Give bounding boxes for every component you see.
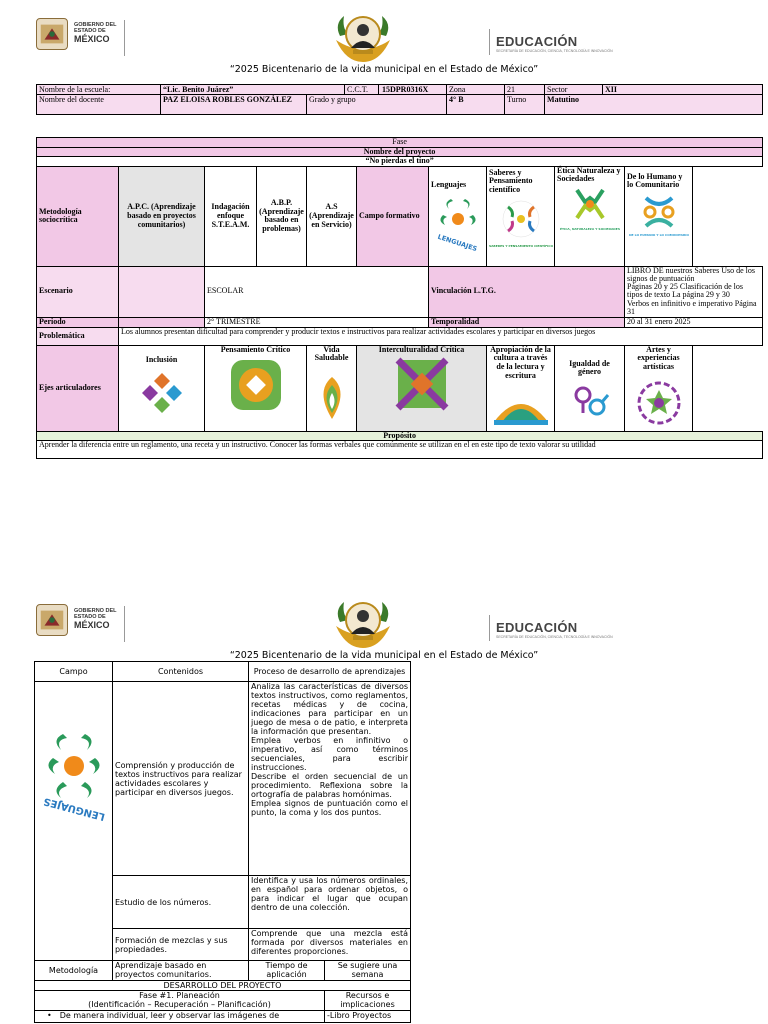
contenido-1: Comprensión y producción de textos instructivos para realizar actividades escolares y participar en diversos juegos. — [113, 682, 249, 876]
eje-igualdad: Igualdad de género — [555, 345, 625, 431]
svg-text:DE LO HUMANO Y LO COMUNITARIO: DE LO HUMANO Y LO COMUNITARIO — [628, 232, 689, 237]
col-contenidos-header: Contenidos — [113, 662, 249, 682]
proceso-3: Comprende que una mezcla está formada por diversos materiales en diferentes proporciones. — [249, 929, 411, 961]
proposito-label: Propósito — [37, 431, 763, 441]
page-header-2 — [0, 596, 768, 666]
eje-apropiacion: Apropiación de la cultura a través de la lectura y escritura — [487, 345, 555, 431]
page-header-1 — [0, 10, 768, 80]
eje-interculturalidad: Interculturalidad Crítica — [357, 345, 487, 431]
educacion-subtitle: SECRETARÍA DE EDUCACIÓN, CIENCIA, TECNOLOGÍA E INNOVACIÓN — [496, 635, 613, 639]
methodology-as: A.S (Aprendizaje en Servicio) — [307, 166, 357, 266]
igualdad-genero-icon — [567, 381, 613, 421]
cct-label: C.C.T. — [345, 85, 379, 94]
shift-value: Matutino — [545, 95, 763, 115]
vida-saludable-icon — [309, 373, 355, 423]
campo-etica-label: Ética Naturaleza y Sociedades — [557, 165, 621, 184]
svg-text:LENGUAJES: LENGUAJES — [436, 233, 478, 254]
lenguajes-icon — [39, 720, 109, 823]
grade-label: Grado y grupo — [307, 95, 447, 115]
metodologia-value: Aprendizaje basado en proyectos comunitarios. — [113, 961, 249, 981]
artes-icon — [632, 378, 686, 428]
inclusion-icon — [139, 370, 185, 416]
periodo-value: 2° TRIMESTRE — [205, 317, 429, 327]
col-campo-header: Campo — [35, 662, 113, 682]
cct-value: 15DPR0316X — [382, 85, 429, 94]
methodology-apc: A.P.C. (Aprendizaje basado en proyectos comunitarios) — [119, 166, 205, 266]
methodology-steam: Indagación enfoque S.T.E.A.M. — [205, 166, 257, 266]
proposito-value: Aprender la diferencia entre un reglamento, una receta y un instructivo. Conocer las formas verbales que comúnmente se utilizan en el en este tipo de texto valorar su utilidad — [37, 441, 763, 459]
educacion-logo-text: EDUCACIÓN — [496, 34, 578, 49]
tiempo-label: Tiempo de aplicación — [249, 961, 325, 981]
campo-lenguajes — [429, 166, 487, 266]
problematica-value: Los alumnos presentan dificultad para comprender y producir textos e instructivos para realizar actividades escolares y participar en diversos juegos — [119, 327, 763, 345]
pensamiento-critico-icon — [225, 358, 287, 414]
contenido-3: Formación de mezclas y sus propiedades. — [113, 929, 249, 961]
eje-vida-saludable: Vida Saludable — [307, 345, 357, 431]
campo-saberes — [487, 166, 555, 266]
campo-formativo-label: Campo formativo — [357, 166, 429, 266]
campo-lenguajes-cell — [35, 682, 113, 961]
sector-label: Sector — [545, 85, 603, 95]
recurso-1: -Libro Proyectos — [325, 1011, 411, 1023]
eje-pensamiento: Pensamiento Crítico — [205, 345, 307, 431]
campo-saberes-label: Saberes y Pensamiento científico — [489, 167, 533, 194]
vinculacion-value: LIBRO DE nuestros Saberes Uso de los signos de puntuación Páginas 20 y 25 Clasificación de los tipos de texto La página 29 y 30 Verbos en infinitivo e imperativo Página 31 — [625, 266, 763, 317]
shift-label: Turno — [505, 95, 545, 115]
svg-text:ÉTICA, NATURALEZA Y SOCIEDADES: ÉTICA, NATURALEZA Y SOCIEDADES — [559, 226, 620, 231]
svg-text:LENGUAJES: LENGUAJES — [41, 795, 106, 823]
periodo-label: Periodo — [37, 317, 119, 327]
recursos-header: Recursos e implicaciones — [325, 991, 411, 1011]
project-table — [36, 137, 763, 459]
teacher-value: PAZ ELOISA ROBLES GONZÁLEZ — [161, 95, 307, 115]
escenario-label: Escenario — [37, 266, 119, 317]
interculturalidad-icon — [392, 358, 452, 412]
proceso-2: Identifica y usa los números ordinales, en español para ordenar objetos, o para indicar el lugar que ocupan dentro de una colección. — [249, 876, 411, 929]
escenario-value: ESCOLAR — [205, 266, 429, 317]
eje-inclusion: Inclusión — [119, 345, 205, 431]
state-seal-icon — [36, 18, 68, 50]
sector-value: XII — [603, 85, 763, 95]
humano-icon — [628, 190, 689, 240]
school-name-label: Nombre de la escuela: — [37, 85, 161, 95]
temporalidad-value: 20 al 31 enero 2025 — [625, 317, 763, 327]
etica-icon — [559, 184, 620, 234]
desarrollo-header: DESARROLLO DEL PROYECTO — [35, 981, 411, 991]
motto-text: “2025 Bicentenario de la vida municipal en el Estado de México” — [229, 650, 539, 661]
gobierno-logo-text: GOBIERNO DEL ESTADO DE MÉXICO — [74, 608, 117, 630]
fase-header: Fase — [37, 138, 763, 148]
vinculacion-label: Vinculación L.T.G. — [429, 266, 625, 317]
proceso-1: Analiza las características de diversos textos instructivos, como reglamentos, recetas médicas y de cocina, indicaciones para participar en un juego de mesa o de patio, e interpreta la información que presentan. Emplea verbos en infinitivo o imperativo, así como términos secuenciales, para escribir instrucciones. Describe el orden secuencial de un procedimiento. Reflexiona sobre la ortografía de palabras homónimas. Emplea signos de puntuación como el punto, la coma y los dos puntos. — [249, 682, 411, 876]
apropiacion-cultura-icon — [490, 382, 552, 426]
zona-value: 21 — [505, 85, 545, 95]
zona-label: Zona — [447, 85, 505, 95]
temporalidad-label: Temporalidad — [429, 317, 625, 327]
saberes-icon — [488, 195, 553, 251]
educacion-logo-text: EDUCACIÓN — [496, 620, 578, 635]
methodology-label: Metodología sociocrítica — [37, 166, 119, 266]
col-proceso-header: Proceso de desarrollo de aprendizajes — [249, 662, 411, 682]
planeacion-table — [34, 661, 411, 1023]
gobierno-logo-text: GOBIERNO DEL ESTADO DE MÉXICO — [74, 22, 117, 44]
actividad-1: • De manera individual, leer y observar las imágenes de — [35, 1011, 325, 1023]
school-name-value: “Lic. Benito Juárez” — [161, 85, 345, 95]
campo-humano — [625, 166, 693, 266]
portrait-emblem-icon — [330, 10, 396, 62]
project-name-label: Nombre del proyecto — [37, 147, 763, 157]
grade-value: 4° B — [447, 95, 505, 115]
campo-lenguajes-label: Lenguajes — [431, 179, 467, 189]
portrait-emblem-icon — [330, 596, 396, 648]
campo-etica — [555, 166, 625, 266]
semana-label: Se sugiere una semana — [325, 961, 411, 981]
contenido-2: Estudio de los números. — [113, 876, 249, 929]
problematica-label: Problemática — [37, 327, 119, 345]
educacion-subtitle: SECRETARÍA DE EDUCACIÓN, CIENCIA, TECNOLOGÍA E INNOVACIÓN — [496, 49, 613, 53]
campo-humano-label: De lo Humano y lo Comunitario — [627, 171, 683, 190]
project-name-value: “No pierdas el tino” — [37, 157, 763, 167]
fase-1-header: Fase #1. Planeación (Identificación – Recuperación – Planificación) — [35, 991, 325, 1011]
state-seal-icon — [36, 604, 68, 636]
motto-text: “2025 Bicentenario de la vida municipal en el Estado de México” — [229, 64, 539, 75]
lenguajes-icon — [433, 189, 483, 254]
metodologia-label: Metodología — [35, 961, 113, 981]
teacher-label: Nombre del docente — [37, 95, 161, 115]
svg-text:SABERES Y PENSAMIENTO CIENTÍFI: SABERES Y PENSAMIENTO CIENTÍFICO — [488, 243, 553, 248]
eje-artes: Artes y experiencias artísticas — [625, 345, 693, 431]
methodology-abp: A.B.P. (Aprendizaje basado en problemas) — [257, 166, 307, 266]
ejes-label: Ejes articuladores — [37, 345, 119, 431]
school-info-table — [36, 84, 763, 115]
